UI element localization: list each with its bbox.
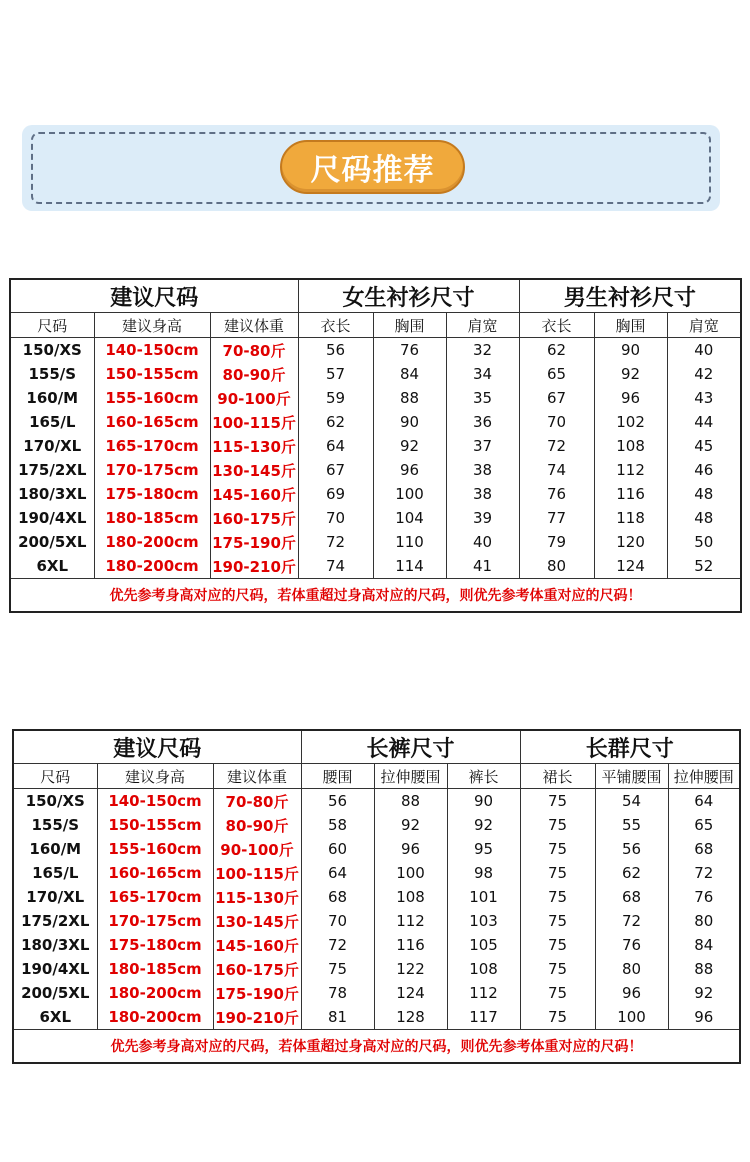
size-cell: 165/L (10, 410, 94, 434)
table-cell: 112 (594, 458, 667, 482)
table-cell: 77 (519, 506, 594, 530)
table-cell: 96 (668, 1005, 740, 1030)
table-cell: 100 (373, 482, 446, 506)
size-cell: 190/4XL (13, 957, 97, 981)
table-cell: 170-175cm (94, 458, 210, 482)
table-cell: 103 (447, 909, 520, 933)
size-cell: 160/M (10, 386, 94, 410)
pants-table-column-header: 裤长 (447, 764, 520, 789)
table-cell: 76 (595, 933, 668, 957)
table-cell: 160-175斤 (213, 957, 301, 981)
table-cell: 88 (374, 789, 447, 814)
table-cell: 60 (301, 837, 374, 861)
table-row (13, 861, 740, 885)
table-cell: 102 (594, 410, 667, 434)
pants-table-column-header: 拉伸腰围 (374, 764, 447, 789)
size-cell: 175/2XL (10, 458, 94, 482)
table-cell: 75 (520, 813, 595, 837)
table-cell: 68 (595, 885, 668, 909)
table-cell: 175-190斤 (210, 530, 298, 554)
table-row (13, 981, 740, 1005)
table-cell: 155-160cm (97, 837, 213, 861)
table-cell: 115-130斤 (210, 434, 298, 458)
table-cell: 92 (668, 981, 740, 1005)
table-cell: 76 (519, 482, 594, 506)
table-cell: 62 (298, 410, 373, 434)
table-cell: 43 (667, 386, 741, 410)
table-cell: 96 (594, 386, 667, 410)
table-cell: 32 (446, 338, 519, 363)
table-cell: 140-150cm (97, 789, 213, 814)
table-cell: 165-170cm (94, 434, 210, 458)
table-cell: 37 (446, 434, 519, 458)
table-cell: 114 (373, 554, 446, 579)
table-cell: 42 (667, 362, 741, 386)
table-row (10, 362, 741, 386)
shirt-table-note: 优先参考身高对应的尺码，若体重超过身高对应的尺码，则优先参考体重对应的尺码！ (10, 579, 741, 613)
table-cell: 75 (520, 1005, 595, 1030)
title-banner (22, 125, 720, 211)
table-cell: 38 (446, 458, 519, 482)
table-cell: 72 (668, 861, 740, 885)
table-cell: 75 (520, 837, 595, 861)
table-cell: 56 (595, 837, 668, 861)
size-cell: 170/XL (10, 434, 94, 458)
table-cell: 80 (668, 909, 740, 933)
table-cell: 40 (667, 338, 741, 363)
pants-table-column-header: 平铺腰围 (595, 764, 668, 789)
shirt-table-column-header: 胸围 (373, 313, 446, 338)
table-cell: 108 (447, 957, 520, 981)
table-cell: 100-115斤 (210, 410, 298, 434)
pants-table-column-header: 建议体重 (213, 764, 301, 789)
table-cell: 190-210斤 (210, 554, 298, 579)
table-cell: 90 (447, 789, 520, 814)
table-cell: 96 (374, 837, 447, 861)
table-row (13, 957, 740, 981)
table-cell: 155-160cm (94, 386, 210, 410)
shirt-table-column-header: 胸围 (594, 313, 667, 338)
pants-table-column-header: 拉伸腰围 (668, 764, 740, 789)
table-cell: 101 (447, 885, 520, 909)
pants-table-note-row (13, 1030, 740, 1064)
table-cell: 180-200cm (97, 981, 213, 1005)
table-cell: 72 (519, 434, 594, 458)
table-cell: 92 (373, 434, 446, 458)
table-cell: 75 (520, 909, 595, 933)
table-row (13, 813, 740, 837)
table-row (10, 530, 741, 554)
size-cell: 6XL (10, 554, 94, 579)
table-cell: 76 (373, 338, 446, 363)
table-cell: 67 (298, 458, 373, 482)
table-cell: 115-130斤 (213, 885, 301, 909)
pants-table-group-header: 长裤尺寸 (301, 730, 520, 764)
table-cell: 98 (447, 861, 520, 885)
size-cell: 180/3XL (10, 482, 94, 506)
size-cell: 160/M (13, 837, 97, 861)
table-row (13, 789, 740, 814)
table-cell: 48 (667, 506, 741, 530)
table-cell: 90-100斤 (210, 386, 298, 410)
table-cell: 116 (594, 482, 667, 506)
shirt-table-column-header-row (10, 313, 741, 338)
table-cell: 79 (519, 530, 594, 554)
table-cell: 80-90斤 (210, 362, 298, 386)
table-cell: 84 (373, 362, 446, 386)
table-row (13, 885, 740, 909)
table-cell: 96 (595, 981, 668, 1005)
table-cell: 56 (301, 789, 374, 814)
table-cell: 58 (301, 813, 374, 837)
size-cell: 200/5XL (10, 530, 94, 554)
table-cell: 90 (594, 338, 667, 363)
table-cell: 90-100斤 (213, 837, 301, 861)
table-cell: 180-200cm (97, 1005, 213, 1030)
table-cell: 150-155cm (97, 813, 213, 837)
table-cell: 57 (298, 362, 373, 386)
table-row (13, 933, 740, 957)
table-cell: 67 (519, 386, 594, 410)
size-cell: 180/3XL (13, 933, 97, 957)
table-cell: 150-155cm (94, 362, 210, 386)
table-cell: 55 (595, 813, 668, 837)
table-cell: 175-180cm (97, 933, 213, 957)
table-cell: 44 (667, 410, 741, 434)
size-cell: 155/S (10, 362, 94, 386)
table-cell: 65 (519, 362, 594, 386)
table-cell: 40 (446, 530, 519, 554)
table-cell: 62 (519, 338, 594, 363)
table-cell: 75 (301, 957, 374, 981)
size-cell: 190/4XL (10, 506, 94, 530)
table-cell: 80 (595, 957, 668, 981)
pants-table-column-header: 尺码 (13, 764, 97, 789)
table-cell: 180-200cm (94, 554, 210, 579)
table-cell: 122 (374, 957, 447, 981)
table-cell: 100-115斤 (213, 861, 301, 885)
size-cell: 150/XS (13, 789, 97, 814)
table-cell: 64 (298, 434, 373, 458)
table-cell: 75 (520, 789, 595, 814)
table-row (10, 506, 741, 530)
table-cell: 70-80斤 (213, 789, 301, 814)
table-cell: 56 (298, 338, 373, 363)
table-row (10, 482, 741, 506)
table-cell: 70 (301, 909, 374, 933)
shirt-table-column-header: 衣长 (298, 313, 373, 338)
table-cell: 72 (301, 933, 374, 957)
table-cell: 35 (446, 386, 519, 410)
table-cell: 64 (668, 789, 740, 814)
table-cell: 130-145斤 (213, 909, 301, 933)
table-row (10, 386, 741, 410)
shirt-size-table (9, 278, 742, 613)
table-cell: 116 (374, 933, 447, 957)
table-cell: 160-175斤 (210, 506, 298, 530)
table-cell: 130-145斤 (210, 458, 298, 482)
table-cell: 175-190斤 (213, 981, 301, 1005)
table-cell: 70 (298, 506, 373, 530)
size-cell: 200/5XL (13, 981, 97, 1005)
shirt-table-column-header: 尺码 (10, 313, 94, 338)
shirt-table-column-header: 肩宽 (446, 313, 519, 338)
pants-table-column-header: 裙长 (520, 764, 595, 789)
shirt-table-group-header: 男生衬衫尺寸 (519, 279, 741, 313)
table-cell: 46 (667, 458, 741, 482)
table-cell: 124 (374, 981, 447, 1005)
table-row (10, 410, 741, 434)
size-cell: 6XL (13, 1005, 97, 1030)
table-cell: 160-165cm (94, 410, 210, 434)
table-cell: 52 (667, 554, 741, 579)
size-cell: 150/XS (10, 338, 94, 363)
shirt-table-group-header-row (10, 279, 741, 313)
shirt-table-group-header: 女生衬衫尺寸 (298, 279, 519, 313)
table-cell: 95 (447, 837, 520, 861)
table-cell: 92 (374, 813, 447, 837)
table-cell: 76 (668, 885, 740, 909)
table-cell: 105 (447, 933, 520, 957)
table-cell: 100 (374, 861, 447, 885)
table-row (13, 837, 740, 861)
table-cell: 145-160斤 (210, 482, 298, 506)
pants-table-column-header: 腰围 (301, 764, 374, 789)
table-cell: 54 (595, 789, 668, 814)
table-row (10, 554, 741, 579)
table-cell: 69 (298, 482, 373, 506)
table-cell: 96 (373, 458, 446, 482)
table-row (13, 1005, 740, 1030)
table-row (10, 458, 741, 482)
table-cell: 45 (667, 434, 741, 458)
table-cell: 80-90斤 (213, 813, 301, 837)
table-cell: 175-180cm (94, 482, 210, 506)
pants-table-group-header: 长群尺寸 (520, 730, 740, 764)
table-cell: 104 (373, 506, 446, 530)
table-row (13, 909, 740, 933)
table-cell: 84 (668, 933, 740, 957)
size-cell: 155/S (13, 813, 97, 837)
size-cell: 175/2XL (13, 909, 97, 933)
table-cell: 59 (298, 386, 373, 410)
pants-table-note: 优先参考身高对应的尺码，若体重超过身高对应的尺码，则优先参考体重对应的尺码！ (13, 1030, 740, 1064)
table-cell: 48 (667, 482, 741, 506)
table-cell: 65 (668, 813, 740, 837)
table-cell: 81 (301, 1005, 374, 1030)
pants-table-group-header: 建议尺码 (13, 730, 301, 764)
table-cell: 50 (667, 530, 741, 554)
table-cell: 110 (373, 530, 446, 554)
table-cell: 38 (446, 482, 519, 506)
table-cell: 88 (668, 957, 740, 981)
table-cell: 74 (298, 554, 373, 579)
table-cell: 180-185cm (94, 506, 210, 530)
shirt-table-group-header: 建议尺码 (10, 279, 298, 313)
table-cell: 108 (374, 885, 447, 909)
table-row (10, 338, 741, 363)
table-cell: 72 (298, 530, 373, 554)
table-cell: 70 (519, 410, 594, 434)
shirt-table-column-header: 建议身高 (94, 313, 210, 338)
table-cell: 62 (595, 861, 668, 885)
table-cell: 170-175cm (97, 909, 213, 933)
shirt-table-column-header: 肩宽 (667, 313, 741, 338)
table-cell: 120 (594, 530, 667, 554)
size-cell: 165/L (13, 861, 97, 885)
table-cell: 140-150cm (94, 338, 210, 363)
table-cell: 75 (520, 861, 595, 885)
banner-badge (280, 140, 465, 194)
table-cell: 190-210斤 (213, 1005, 301, 1030)
table-cell: 117 (447, 1005, 520, 1030)
pants-skirt-size-table (12, 729, 741, 1064)
table-cell: 34 (446, 362, 519, 386)
table-cell: 100 (595, 1005, 668, 1030)
table-cell: 72 (595, 909, 668, 933)
banner-title: 尺码推荐 (310, 153, 435, 188)
table-cell: 165-170cm (97, 885, 213, 909)
table-cell: 68 (301, 885, 374, 909)
size-cell: 170/XL (13, 885, 97, 909)
table-cell: 80 (519, 554, 594, 579)
table-cell: 124 (594, 554, 667, 579)
table-cell: 70-80斤 (210, 338, 298, 363)
table-cell: 41 (446, 554, 519, 579)
table-cell: 75 (520, 933, 595, 957)
table-cell: 74 (519, 458, 594, 482)
table-cell: 92 (594, 362, 667, 386)
table-cell: 112 (374, 909, 447, 933)
table-cell: 160-165cm (97, 861, 213, 885)
table-cell: 118 (594, 506, 667, 530)
table-cell: 180-200cm (94, 530, 210, 554)
table-cell: 180-185cm (97, 957, 213, 981)
table-cell: 75 (520, 957, 595, 981)
table-cell: 145-160斤 (213, 933, 301, 957)
table-cell: 36 (446, 410, 519, 434)
table-row (10, 434, 741, 458)
table-cell: 112 (447, 981, 520, 1005)
table-cell: 64 (301, 861, 374, 885)
table-cell: 68 (668, 837, 740, 861)
pants-table-group-header-row (13, 730, 740, 764)
table-cell: 92 (447, 813, 520, 837)
table-cell: 78 (301, 981, 374, 1005)
table-cell: 75 (520, 981, 595, 1005)
table-cell: 108 (594, 434, 667, 458)
table-cell: 128 (374, 1005, 447, 1030)
pants-table-column-header-row (13, 764, 740, 789)
shirt-table-note-row (10, 579, 741, 613)
table-cell: 75 (520, 885, 595, 909)
shirt-table-column-header: 建议体重 (210, 313, 298, 338)
shirt-table-column-header: 衣长 (519, 313, 594, 338)
pants-table-column-header: 建议身高 (97, 764, 213, 789)
table-cell: 88 (373, 386, 446, 410)
table-cell: 90 (373, 410, 446, 434)
table-cell: 39 (446, 506, 519, 530)
